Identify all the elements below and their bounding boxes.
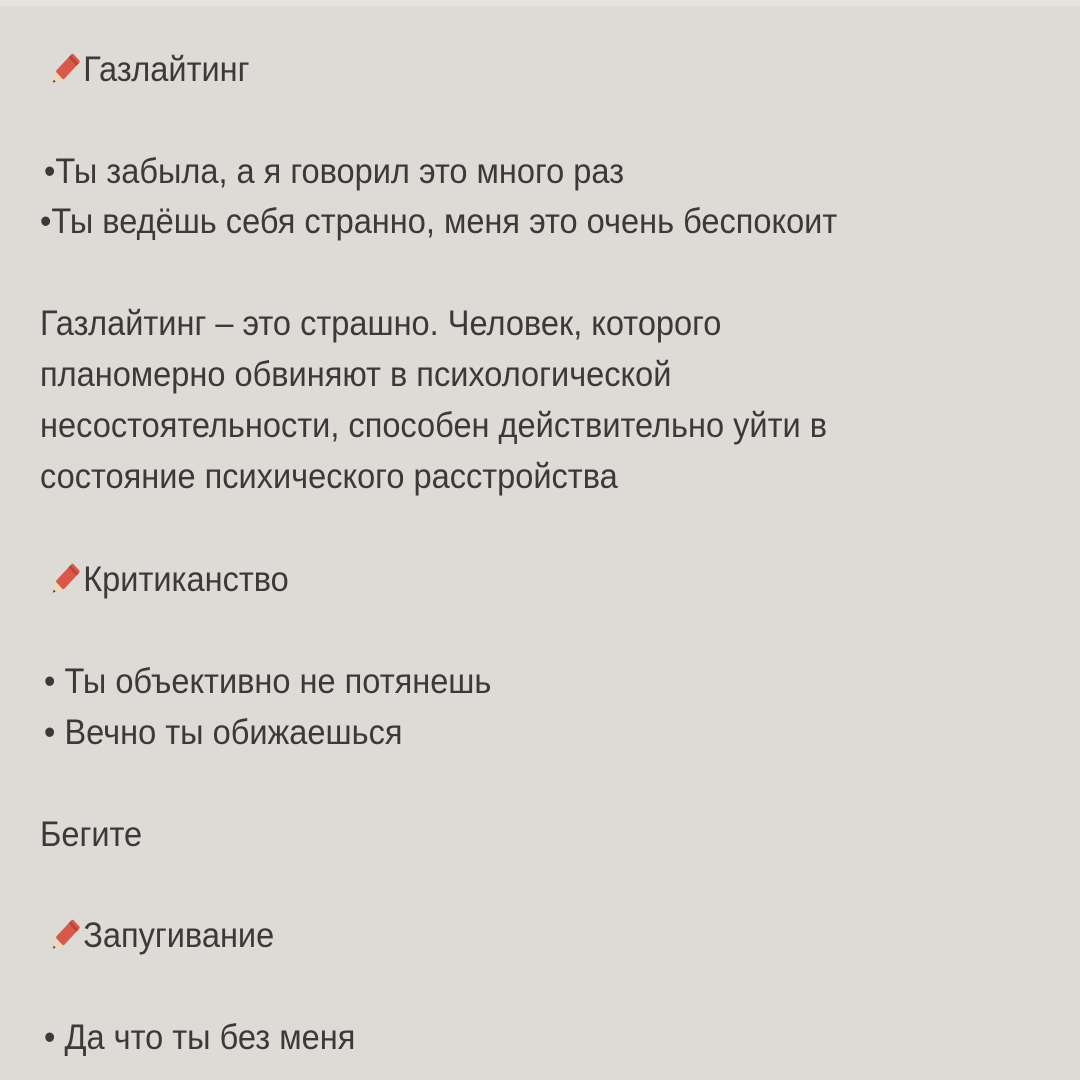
paragraph-line: планомерно обвиняют в психологической <box>40 355 672 394</box>
section-heading-criticism <box>46 560 289 602</box>
example-line: •Ты ведёшь себя странно, меня это очень беспокоит <box>40 202 838 241</box>
paragraph-line: Бегите <box>40 815 143 854</box>
example-line: • Да что ты без меня <box>44 1018 356 1057</box>
example-line: • Ты объективно не потянешь <box>44 662 492 701</box>
section-heading-text: Запугивание <box>83 916 275 955</box>
pencil-icon <box>46 560 83 600</box>
pencil-icon <box>46 916 83 956</box>
example-line: • Вечно ты обижаешься <box>44 713 403 752</box>
section-heading-intimidation <box>46 916 274 958</box>
paragraph-line: несостоятельности, способен действительно уйти в <box>40 406 828 445</box>
paragraph-line: Газлайтинг – это страшно. Человек, которого <box>40 304 722 343</box>
pencil-icon <box>46 50 83 90</box>
top-edge <box>0 0 1080 6</box>
section-heading-text: Газлайтинг <box>83 50 250 89</box>
section-heading-gaslighting <box>46 50 250 92</box>
example-line: •Ты забыла, а я говорил это много раз <box>44 152 625 191</box>
paragraph-line: состояние психического расстройства <box>40 457 618 496</box>
section-heading-text: Критиканство <box>83 560 289 599</box>
